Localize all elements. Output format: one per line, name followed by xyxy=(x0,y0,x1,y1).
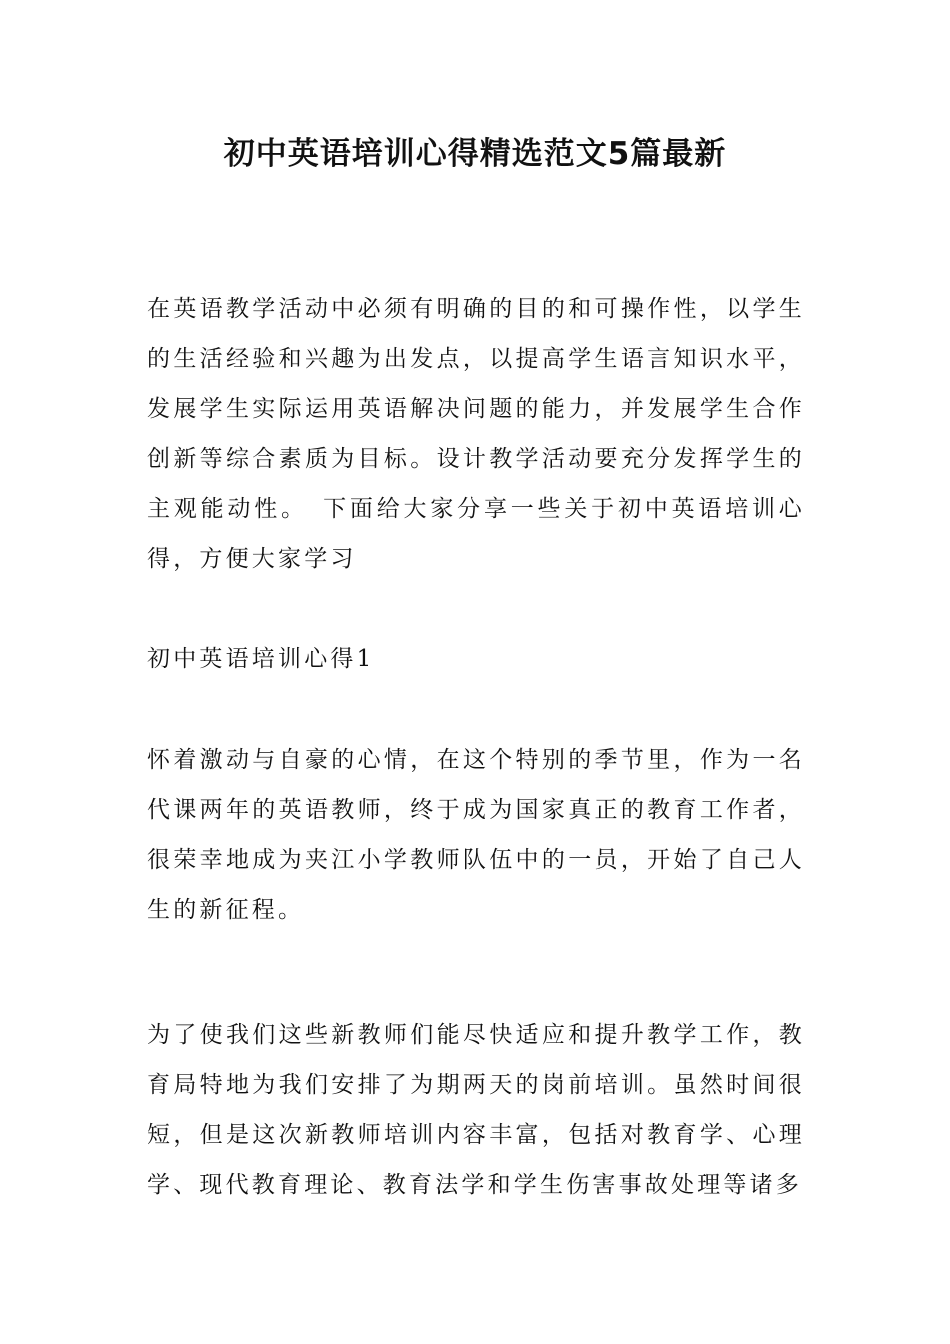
section-heading: 初中英语培训心得1 xyxy=(147,646,375,672)
document-title: 初中英语培训心得精选范文5篇最新 xyxy=(223,136,727,172)
body-paragraph: 怀着激动与自豪的心情，在这个特别的季节里，作为一名代课两年的英语教师，终于成为国家真正的教育工作者，很荣幸地成为夹江小学教师队伍中的一员，开始了自己人生的新征程。 xyxy=(147,747,805,923)
intro-paragraph: 在英语教学活动中必须有明确的目的和可操作性，以学生的生活经验和兴趣为出发点，以提高学生语言知识水平，发展学生实际运用英语解决问题的能力，并发展学生合作创新等综合素质为目标。设计教学活动要充分发挥学生的主观能动性。 下面给大家分享一些关于初中英语培训心得，方便大家学习 xyxy=(147,296,805,572)
body-paragraph: 为了使我们这些新教师们能尽快适应和提升教学工作，教育局特地为我们安排了为期两天的岗前培训。虽然时间很短，但是这次新教师培训内容丰富，包括对教育学、心理学、现代教育理论、教育法学和学生伤害事故处理等诸多 xyxy=(147,1022,805,1198)
